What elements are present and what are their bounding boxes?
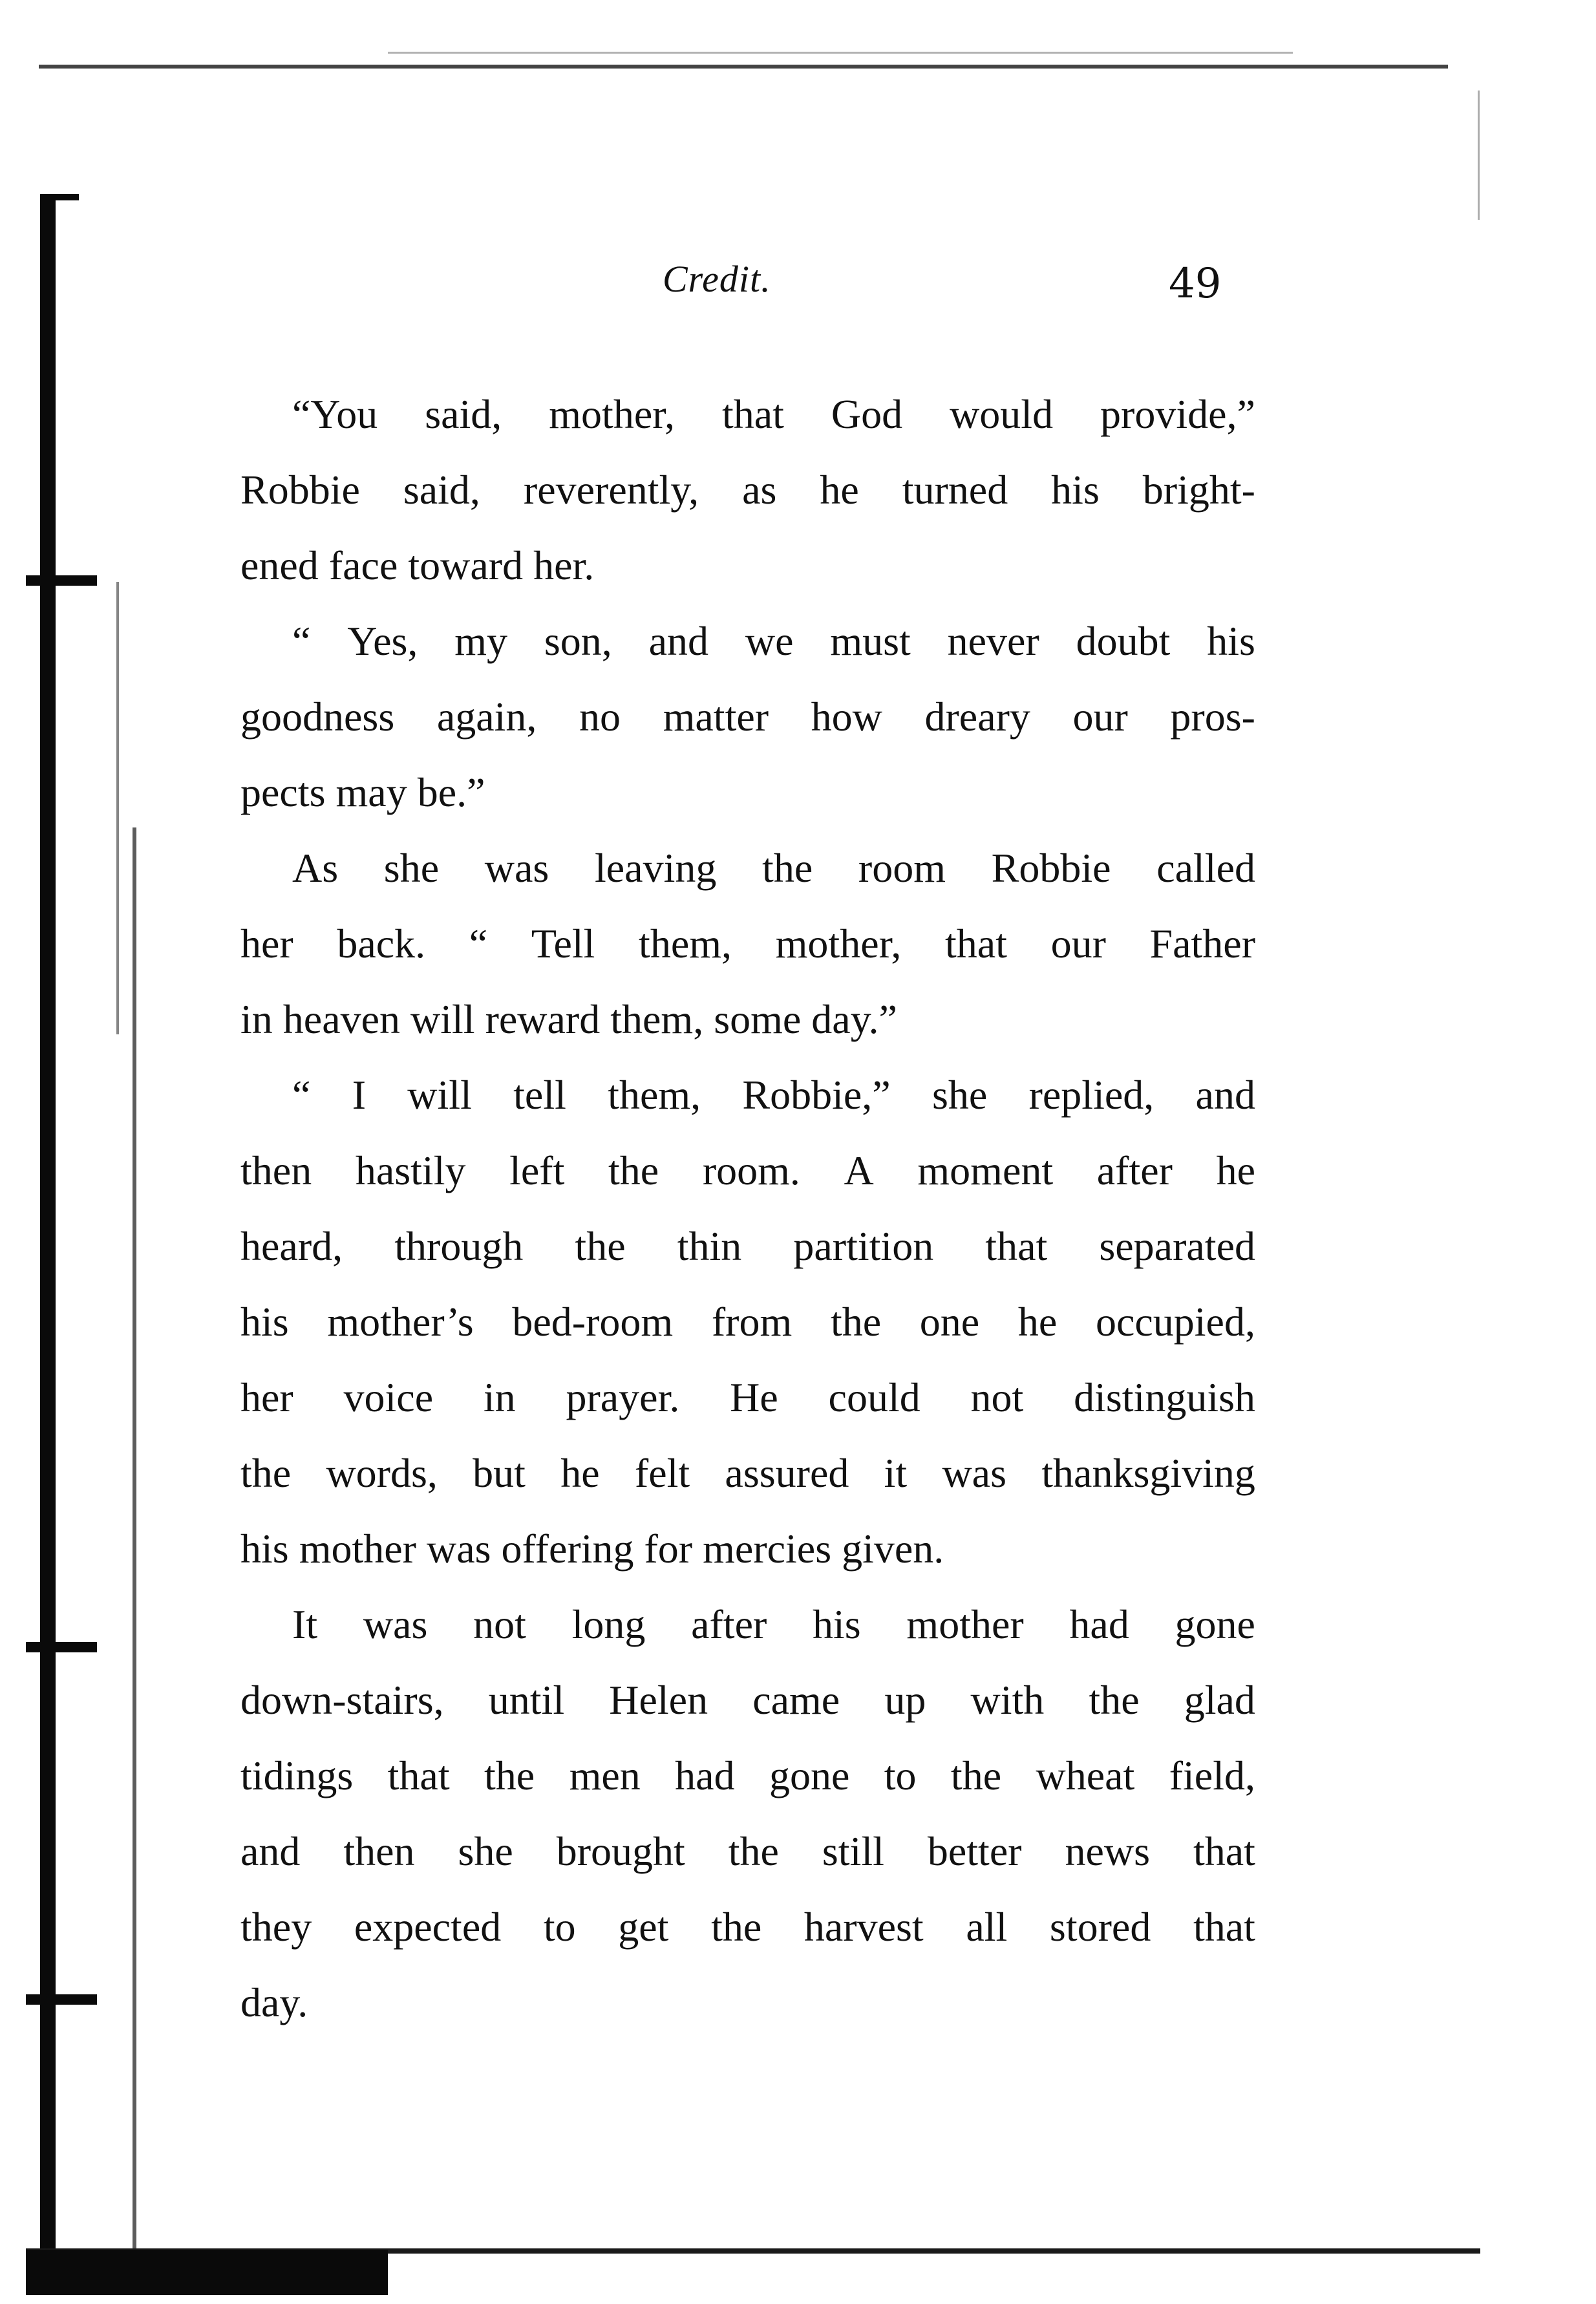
text-line: It was not long after his mother had gone	[292, 1601, 1255, 1647]
text-line: his mother was offering for mercies given.	[240, 1526, 944, 1572]
text-line: her back. “ Tell them, mother, that our Father	[240, 921, 1255, 966]
text-line: As she was leaving the room Robbie called	[292, 845, 1255, 891]
scan-inner-margin-line	[133, 827, 136, 2250]
scan-inner-margin-line	[116, 582, 119, 1034]
scan-top-rule-faint	[388, 52, 1293, 54]
text-line: they expected to get the harvest all stored that	[240, 1904, 1255, 1950]
text-line: heard, through the thin partition that separated	[240, 1223, 1255, 1269]
text-line: Robbie said, reverently, as he turned his bright-	[240, 467, 1255, 513]
page-number: 49	[1169, 260, 1222, 308]
text-line: the words, but he felt assured it was thanksgiving	[240, 1450, 1255, 1496]
scan-bottom-bar	[26, 2250, 388, 2295]
text-line: “ I will tell them, Robbie,” she replied, and	[292, 1072, 1255, 1118]
text-line: goodness again, no matter how dreary our pros-	[240, 694, 1255, 740]
scan-spine-notch	[26, 1994, 97, 2005]
text-line: then hastily left the room. A moment after he	[240, 1147, 1255, 1193]
running-title: Credit.	[663, 258, 771, 300]
text-line: down-stairs, until Helen came up with the glad	[240, 1677, 1255, 1723]
text-line: ened face toward her.	[240, 542, 595, 588]
text-line: and then she brought the still better news that	[240, 1828, 1255, 1874]
text-line: his mother’s bed-room from the one he occupied,	[240, 1299, 1255, 1345]
text-line: pects may be.”	[240, 769, 485, 815]
scan-left-spine-cap	[40, 194, 79, 200]
text-line: “ Yes, my son, and we must never doubt his	[292, 618, 1255, 664]
text-line: “You said, mother, that God would provide,”	[292, 391, 1255, 437]
text-line: her voice in prayer. He could not distinguish	[240, 1374, 1255, 1420]
scan-top-rule	[39, 65, 1448, 69]
body-text	[240, 376, 1255, 2040]
text-line: tidings that the men had gone to the wheat field,	[240, 1753, 1255, 1798]
text-line: in heaven will reward them, some day.”	[240, 996, 897, 1042]
text-line: day.	[240, 1979, 308, 2025]
scan-left-spine	[40, 194, 56, 2295]
scan-right-edge	[1478, 91, 1480, 220]
scan-spine-notch	[26, 1642, 97, 1652]
scan-spine-notch	[26, 575, 97, 586]
